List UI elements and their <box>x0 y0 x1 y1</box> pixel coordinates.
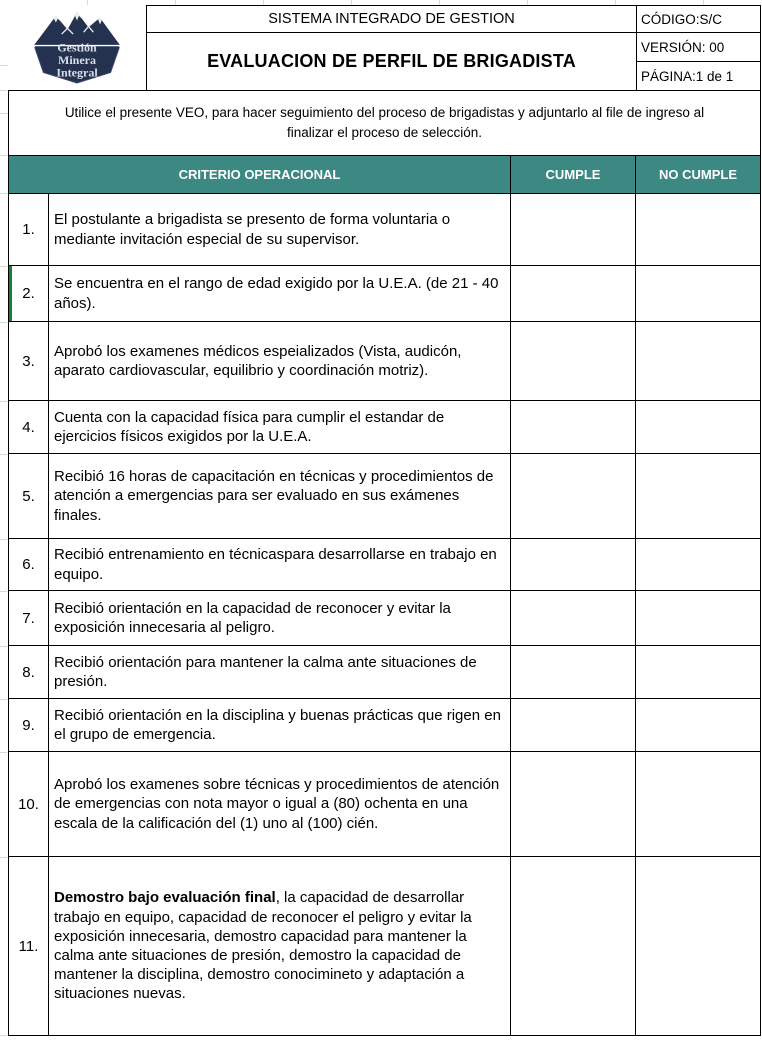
row-number: 4. <box>22 418 35 436</box>
system-title: SISTEMA INTEGRADO DE GESTION <box>147 5 637 33</box>
criterio-content <box>54 599 502 637</box>
logo-line-3: Integral <box>56 65 98 80</box>
criterio-text: Recibió entrenamiento en técnicaspara desarrollarse en trabajo en equipo. <box>54 546 497 583</box>
table-row <box>9 646 760 699</box>
row-number: 6. <box>22 556 35 573</box>
criterio-text: , la capacidad de desarrollar trabajo en equipo, capacidad de reconocer el peligro y evitar la exposición innecesaria, demostro capacidad para mantener la calma ante situaciones de presión, demostro la capacidad de mantener la disciplina, demostro conocimineto y adaptación a situaciones nuevas. <box>54 889 472 1003</box>
no-cumple-cell[interactable] <box>636 857 760 1035</box>
criterio-text: Aprobó los examenes sobre técnicas y procedimientos de atención de emergencias con nota mayor o igual a (80) ochenta en una escala de la calificación del (1) uno al (100) cién. <box>54 776 500 832</box>
version-field: VERSIÓN: 00 <box>637 33 760 62</box>
no-cumple-cell[interactable] <box>636 699 760 752</box>
row-number-cell[interactable] <box>9 646 49 699</box>
row-number-cell[interactable] <box>9 752 49 857</box>
document-header <box>8 5 761 91</box>
row-number: 8. <box>22 663 35 681</box>
row-number: 2. <box>22 285 35 302</box>
criterio-cell[interactable] <box>49 646 511 699</box>
instruction-note <box>9 91 760 156</box>
criterio-text: Recibió orientación para mantener la calma ante situaciones de presión. <box>54 653 477 690</box>
spreadsheet-gridline <box>0 65 8 66</box>
row-number-cell[interactable] <box>9 591 49 646</box>
row-number: 10. <box>18 795 39 813</box>
criterio-text: Recibió orientación en la capacidad de reconocer y evitar la exposición innecesaria al peligro. <box>54 599 451 636</box>
criterio-text: Aprobó los examenes médicos espeializados (Vista, audicón, aparato cardiovascular, equilibrio y coordinación motriz). <box>54 342 462 379</box>
no-cumple-cell[interactable] <box>636 752 760 857</box>
logo-line-1: Gestión <box>57 40 97 55</box>
document-body <box>8 91 761 1036</box>
row-number: 7. <box>22 609 35 627</box>
criteria-table-body <box>9 194 760 1035</box>
row-number: 3. <box>22 352 35 370</box>
criterio-content <box>54 467 502 525</box>
criterio-cell[interactable] <box>49 454 511 539</box>
criterio-content <box>54 408 502 446</box>
codigo-field: CÓDIGO:S/C <box>637 5 760 33</box>
column-header-cumple: CUMPLE <box>511 156 636 193</box>
table-row <box>9 266 760 322</box>
table-row <box>9 454 760 539</box>
no-cumple-cell[interactable] <box>636 266 760 322</box>
instruction-text: Utilice el presente VEO, para hacer seguimiento del proceso de brigadistas y adjuntarlo al file de ingreso al finalizar el proceso de selección. <box>64 104 705 140</box>
no-cumple-cell[interactable] <box>636 401 760 454</box>
row-number-cell[interactable] <box>9 539 49 591</box>
criterio-content <box>54 653 502 691</box>
criterio-text: Cuenta con la capacidad física para cumplir el estandar de ejercicios físicos exigidos por la U.E.A. <box>54 408 445 445</box>
criterio-content <box>54 342 502 380</box>
no-cumple-cell[interactable] <box>636 454 760 539</box>
cumple-cell[interactable] <box>511 752 636 857</box>
criterio-content <box>54 775 502 833</box>
criterio-cell[interactable] <box>49 539 511 591</box>
criterio-cell[interactable] <box>49 194 511 266</box>
criterio-content <box>54 706 502 744</box>
row-number-cell[interactable] <box>9 401 49 454</box>
criterio-cell[interactable] <box>49 266 511 322</box>
table-row <box>9 322 760 401</box>
row-number-cell[interactable] <box>9 857 49 1035</box>
row-number-cell[interactable] <box>9 194 49 266</box>
row-number: 11. <box>18 937 39 955</box>
criterio-content <box>54 210 502 248</box>
column-header-criterio: CRITERIO OPERACIONAL <box>9 156 511 193</box>
table-row <box>9 857 760 1035</box>
criterio-content <box>54 545 502 583</box>
row-number: 5. <box>22 487 35 505</box>
criterio-cell[interactable] <box>49 322 511 401</box>
table-row <box>9 591 760 646</box>
no-cumple-cell[interactable] <box>636 591 760 646</box>
pagina-field: PÁGINA:1 de 1 <box>641 68 734 84</box>
criterio-content <box>54 888 502 1003</box>
row-number-cell[interactable] <box>9 322 49 401</box>
table-row <box>9 401 760 454</box>
table-row <box>9 539 760 591</box>
document <box>8 5 761 1036</box>
cumple-cell[interactable] <box>511 857 636 1035</box>
table-header-row <box>9 156 760 194</box>
row-number: 9. <box>22 716 35 734</box>
document-title: EVALUACION DE PERFIL DE BRIGADISTA <box>147 33 637 90</box>
no-cumple-cell[interactable] <box>636 322 760 401</box>
cumple-cell[interactable] <box>511 591 636 646</box>
cumple-cell[interactable] <box>511 194 636 266</box>
cumple-cell[interactable] <box>511 401 636 454</box>
row-number-cell[interactable] <box>9 699 49 752</box>
table-row <box>9 752 760 857</box>
criterio-content <box>54 274 502 312</box>
criterio-cell[interactable] <box>49 699 511 752</box>
cumple-cell[interactable] <box>511 322 636 401</box>
criterio-text: Recibió orientación en la disciplina y buenas prácticas que rigen en el grupo de emergencia. <box>54 706 501 743</box>
criterio-cell[interactable] <box>49 752 511 857</box>
criterio-cell[interactable] <box>49 857 511 1035</box>
cumple-cell[interactable] <box>511 266 636 322</box>
logo-cell <box>8 5 147 90</box>
no-cumple-cell[interactable] <box>636 539 760 591</box>
row-number-cell[interactable] <box>9 266 49 322</box>
table-row <box>9 194 760 266</box>
logo-line-2: Minera <box>58 52 97 67</box>
criterio-cell[interactable] <box>49 591 511 646</box>
no-cumple-cell[interactable] <box>636 194 760 266</box>
gestion-minera-integral-logo <box>29 9 125 86</box>
criterio-bold: Demostro bajo evaluación final <box>54 889 276 907</box>
cumple-cell[interactable] <box>511 699 636 752</box>
criterio-text: El postulante a brigadista se presento de forma voluntaria o mediante invitación especial de su supervisor. <box>54 211 451 248</box>
cumple-cell[interactable] <box>511 539 636 591</box>
no-cumple-cell[interactable] <box>636 646 760 699</box>
row-number-cell[interactable] <box>9 454 49 539</box>
table-row <box>9 699 760 752</box>
criterio-cell[interactable] <box>49 401 511 454</box>
row-number: 1. <box>22 221 35 238</box>
criterio-text: Recibió 16 horas de capacitación en técnicas y procedimientos de atención a emergencias para ser evaluado en sus exámenes finales. <box>54 468 494 524</box>
spreadsheet-gridline <box>0 113 8 114</box>
criterio-text: Se encuentra en el rango de edad exigido por la U.E.A. (de 21 - 40 años). <box>54 275 499 312</box>
cumple-cell[interactable] <box>511 454 636 539</box>
column-header-no-cumple: NO CUMPLE <box>659 167 737 182</box>
cumple-cell[interactable] <box>511 646 636 699</box>
